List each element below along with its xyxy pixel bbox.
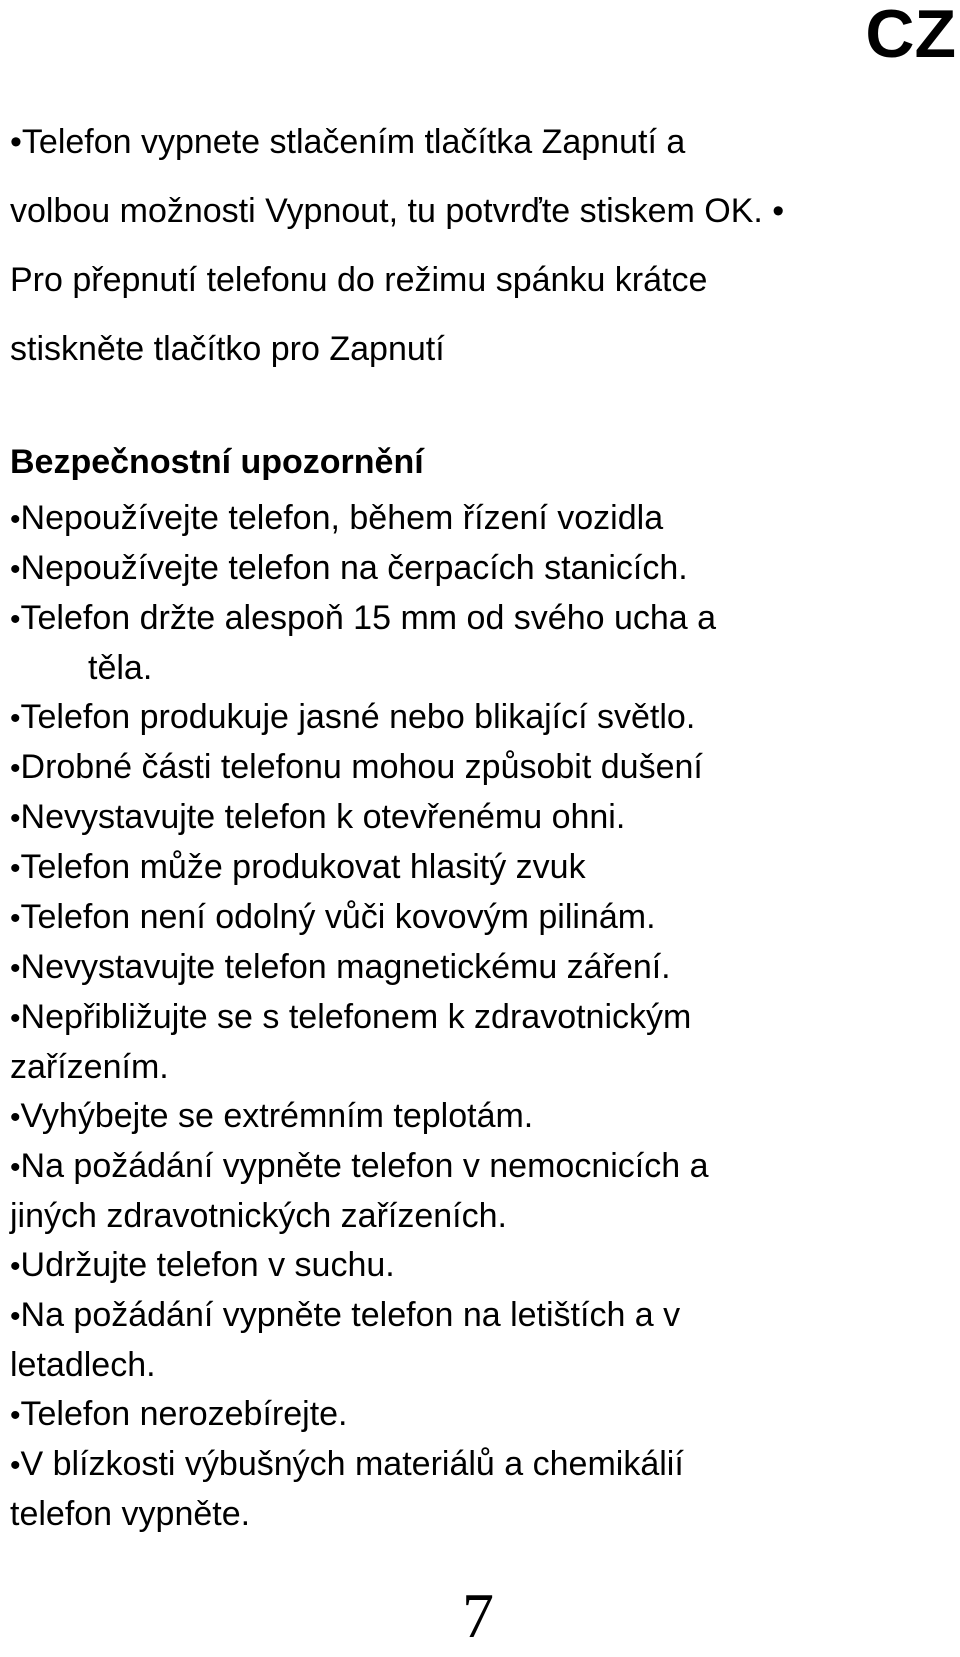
safety-list-item xyxy=(10,693,955,743)
safety-item-text: Telefon může produkovat hlasitý zvuk xyxy=(20,848,586,886)
safety-list-item xyxy=(10,594,955,693)
safety-item-continuation: jiných zdravotnických zařízeních. xyxy=(10,1197,507,1235)
safety-list-item xyxy=(10,1142,955,1241)
safety-list-item xyxy=(10,1092,955,1142)
safety-list-item xyxy=(10,1440,955,1539)
safety-item-text: Telefon nerozebírejte. xyxy=(20,1395,348,1433)
intro-line: volbou možnosti Vypnout, tu potvrďte stiskem OK. • xyxy=(10,192,785,230)
safety-heading: Bezpečnostní upozornění xyxy=(10,443,424,481)
safety-item-text: V blízkosti výbušných materiálů a chemikálií xyxy=(20,1445,684,1483)
safety-item-text: Telefon produkuje jasné nebo blikající světlo. xyxy=(20,698,696,736)
safety-item-text: Na požádání vypněte telefon v nemocnicích a xyxy=(20,1147,709,1185)
safety-list-item xyxy=(10,1241,955,1291)
safety-list-item xyxy=(10,793,955,843)
bullet-icon: • xyxy=(10,1449,21,1482)
safety-item-text: Vyhýbejte se extrémním teplotám. xyxy=(20,1097,534,1135)
safety-list-item xyxy=(10,843,955,893)
safety-item-continuation: těla. xyxy=(88,649,153,687)
safety-list-item xyxy=(10,893,955,943)
safety-list-item xyxy=(10,993,955,1092)
safety-item-continuation: zařízením. xyxy=(10,1048,169,1086)
bullet-icon: • xyxy=(10,702,21,735)
safety-item-text: Nepřibližujte se s telefonem k zdravotnickým xyxy=(20,998,692,1036)
bullet-icon: • xyxy=(10,1300,21,1333)
safety-item-text: Nevystavujte telefon k otevřenému ohni. xyxy=(20,798,626,836)
bullet-icon: • xyxy=(10,1151,21,1184)
intro-line: •Telefon vypnete stlačením tlačítka Zapnutí a xyxy=(10,123,686,161)
safety-item-continuation: telefon vypněte. xyxy=(10,1495,251,1533)
safety-list xyxy=(10,494,955,1539)
safety-item-text: Nevystavujte telefon magnetickému záření. xyxy=(20,948,671,986)
bullet-icon: • xyxy=(10,1399,21,1432)
safety-item-text: Drobné části telefonu mohou způsobit dušení xyxy=(20,748,703,786)
intro-line: Pro přepnutí telefonu do režimu spánku krátce xyxy=(10,261,708,299)
intro-paragraph xyxy=(10,108,960,384)
intro-line: stiskněte tlačítko pro Zapnutí xyxy=(10,330,445,368)
language-code: CZ xyxy=(865,0,956,72)
safety-item-text: Nepoužívejte telefon na čerpacích stanicích. xyxy=(20,549,688,587)
safety-list-item xyxy=(10,943,955,993)
safety-item-text: Telefon není odolný vůči kovovým pilinám. xyxy=(20,898,656,936)
safety-list-item xyxy=(10,494,955,544)
safety-item-text: Udržujte telefon v suchu. xyxy=(20,1246,395,1284)
safety-list-item xyxy=(10,1291,955,1390)
safety-list-item xyxy=(10,743,955,793)
bullet-icon: • xyxy=(10,1101,21,1134)
bullet-icon: • xyxy=(10,603,21,636)
safety-item-text: Na požádání vypněte telefon na letištích a v xyxy=(20,1296,681,1334)
bullet-icon: • xyxy=(10,503,21,536)
bullet-icon: • xyxy=(10,902,21,935)
safety-list-item xyxy=(10,544,955,594)
bullet-icon: • xyxy=(10,553,21,586)
bullet-icon: • xyxy=(10,752,21,785)
bullet-icon: • xyxy=(10,852,21,885)
bullet-icon: • xyxy=(10,802,21,835)
bullet-icon: • xyxy=(10,952,21,985)
bullet-icon: • xyxy=(10,1002,21,1035)
safety-item-text: Telefon držte alespoň 15 mm od svého ucha a xyxy=(20,599,717,637)
page-number: 7 xyxy=(462,1580,494,1651)
bullet-icon: • xyxy=(10,1250,21,1283)
safety-item-text: Nepoužívejte telefon, během řízení vozidla xyxy=(20,499,664,537)
safety-item-continuation: letadlech. xyxy=(10,1346,156,1384)
safety-list-item xyxy=(10,1390,955,1440)
